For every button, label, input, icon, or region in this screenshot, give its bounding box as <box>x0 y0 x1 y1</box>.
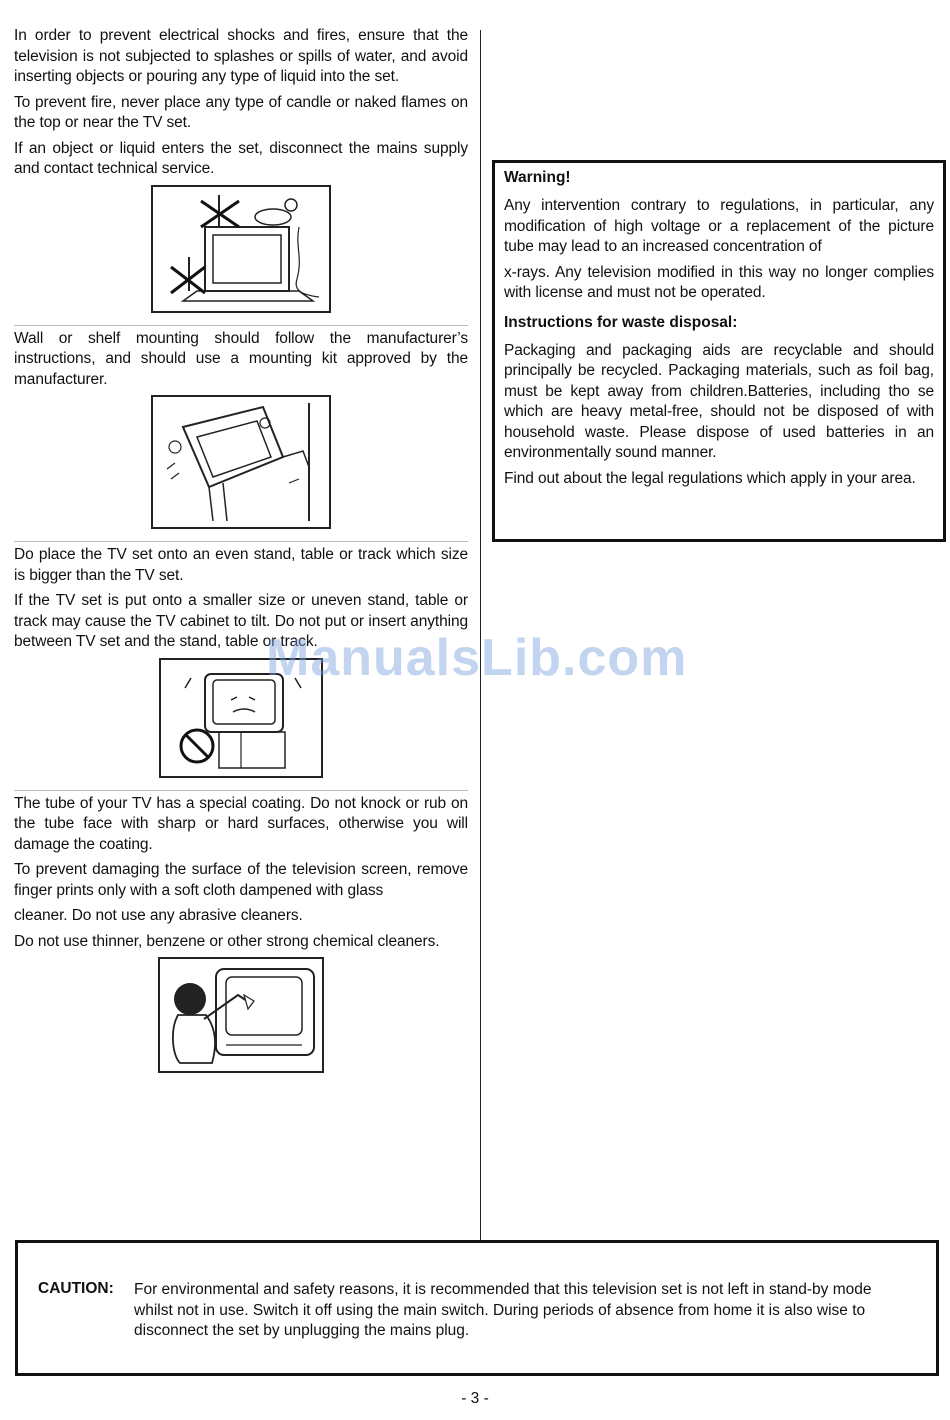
waste-disposal-title: Instructions for waste disposal: <box>504 313 738 331</box>
column-divider <box>480 30 481 1242</box>
paragraph: Do not use thinner, benzene or other strong chemical cleaners. <box>14 932 440 950</box>
paragraph: In order to prevent electrical shocks and fires, ensure that the television is not subjected to splashes or spills of water, and avoid inserting objects or pouring any type of liquid into the set. <box>14 27 468 85</box>
illustration-wall-mounting <box>151 395 331 529</box>
section-divider <box>14 325 468 326</box>
paragraph: To prevent damaging the surface of the television screen, remove finger prints only with a soft cloth dampened with glass <box>14 861 468 899</box>
left-column <box>14 26 468 1085</box>
illustration-cleaning-screen <box>158 957 324 1073</box>
paragraph: Find out about the legal regulations which apply in your area. <box>504 469 916 487</box>
paragraph: cleaner. Do not use any abrasive cleaners. <box>14 907 303 924</box>
illustration-no-liquids-candles <box>151 185 331 313</box>
paragraph: If an object or liquid enters the set, disconnect the mains supply and contact technical service. <box>14 139 468 177</box>
paragraph: The tube of your TV has a special coating. Do not knock or rub on the tube face with sharp or hard surfaces, otherwise you will damage the coating. <box>14 794 468 853</box>
section-divider <box>14 541 468 542</box>
paragraph: If the TV set is put onto a smaller size or uneven stand, table or track may cause the TV cabinet to tilt. Do not put or insert anything between TV set and the stand, table or track. <box>14 592 468 650</box>
paragraph: To prevent fire, never place any type of candle or naked flames on the top or near the TV set. <box>14 93 468 131</box>
paragraph: x-rays. Any television modified in this way no longer complies with license and must not be operated. <box>504 263 934 301</box>
section-divider <box>14 790 468 791</box>
warning-title: Warning! <box>504 169 571 186</box>
paragraph: Do place the TV set onto an even stand, table or track which size is bigger than the TV set. <box>14 546 468 584</box>
paragraph: Packaging and packaging aids are recyclable and should principally be recycled. Packaging materials, such as foil bag, must be kept away from children.Batteries, including tho se which are heavy metal-free, should not be disposed of with household waste. Please dispose of used batteries in an environmentally sound manner. <box>504 341 934 461</box>
paragraph: Any intervention contrary to regulations, in particular, any modification of high voltage or a replacement of the picture tube may lead to an increased concentration of <box>504 197 934 255</box>
paragraph: Wall or shelf mounting should follow the manufacturer’s instructions, and should use a mounting kit approved by the manufacturer. <box>14 329 468 388</box>
caution-label: CAUTION: <box>38 1280 114 1297</box>
illustration-uneven-stand <box>159 658 323 778</box>
watermark: ManualsLib.com <box>266 629 688 687</box>
caution-text: For environmental and safety reasons, it is recommended that this television set is not left in stand-by mode whilst not in use. Switch it off using the main switch. During periods of absence from home it is also wise to disconnect the set by unplugging the mains plug. <box>134 1281 872 1339</box>
page-number: - 3 - <box>461 1390 489 1407</box>
caution-box <box>15 1240 939 1376</box>
warning-box <box>492 160 946 542</box>
